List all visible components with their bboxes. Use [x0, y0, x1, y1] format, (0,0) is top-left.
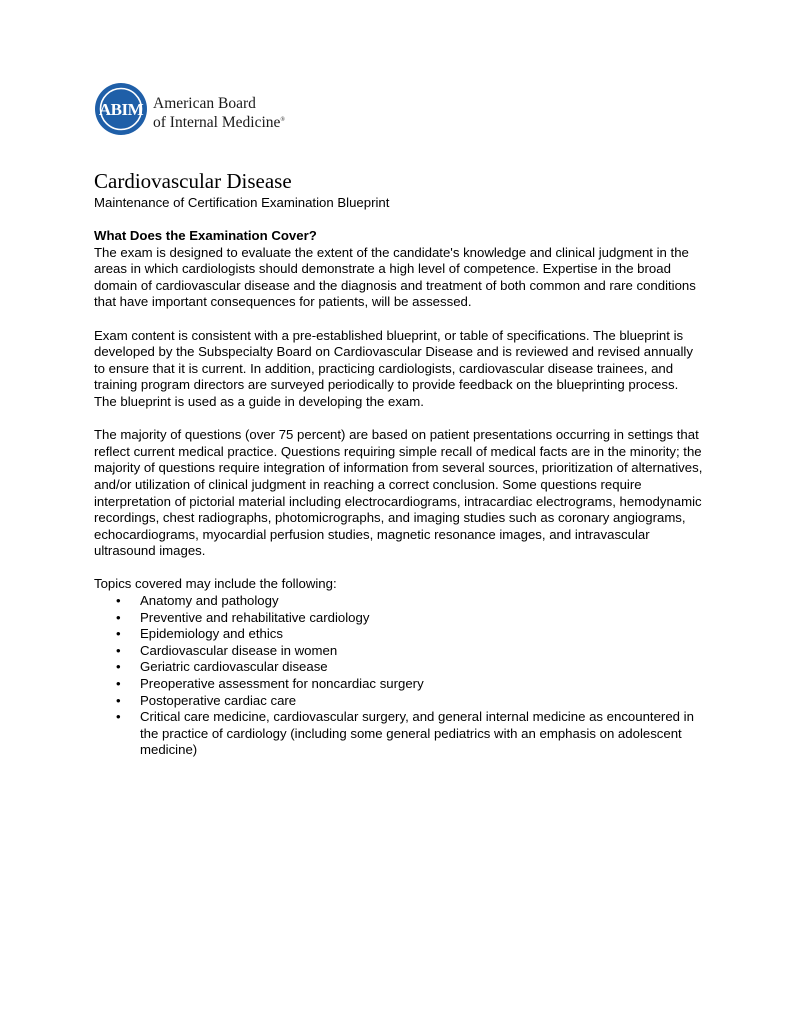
list-item: • Postoperative cardiac care: [94, 693, 704, 710]
logo-line-2-text: of Internal Medicine: [153, 114, 281, 131]
abim-logo: [94, 82, 304, 140]
topics-intro: Topics covered may include the following:: [94, 576, 337, 592]
topics-list: [94, 593, 704, 759]
list-item: • Cardiovascular disease in women: [94, 643, 704, 660]
logo-line-2: [153, 112, 285, 131]
list-item: • Preventive and rehabilitative cardiology: [94, 610, 704, 627]
document-body: [94, 228, 704, 759]
list-item: • Preoperative assessment for noncardiac surgery: [94, 676, 704, 693]
paragraph-question-types: The majority of questions (over 75 percent) are based on patient presentations occurring in settings that reflect current medical practice. Questions requiring simple recall of medical facts are in the minority; the majority of questions require integration of information from several sources, prioritization of alternatives, and/or utilization of clinical judgment in reaching a correct conclusion. Some questions require interpretation of pictorial material including electrocardiograms, intracardiac electrograms, hemodynamic recordings, chest radiographs, photomicrographs, and imaging studies such as coronary angiograms, echocardiograms, myocardial perfusion studies, magnetic resonance images, and intravascular ultrasound images.: [94, 427, 703, 559]
abim-seal-icon: [94, 82, 148, 136]
paragraph-blueprint: Exam content is consistent with a pre-established blueprint, or table of specifications. The blueprint is developed by the Subspecialty Board on Cardiovascular Disease and is reviewed and revised annually to ensure that it is current. In addition, practicing cardiologists, cardiovascular disease trainees, and training program directors are surveyed periodically to provide feedback on the blueprinting process. The blueprint is used as a guide in developing the exam.: [94, 327, 693, 409]
logo-wordmark: [153, 95, 285, 131]
document-title: Cardiovascular Disease: [94, 169, 292, 193]
svg-text:ABIM: ABIM: [98, 100, 144, 119]
document-subtitle: Maintenance of Certification Examination Blueprint: [94, 195, 390, 210]
paragraph-exam-scope: The exam is designed to evaluate the extent of the candidate's knowledge and clinical judgment in the areas in which cardiologists should demonstrate a high level of competence. Expertise in the broad domain of cardiovascular disease and the diagnosis and treatment of both common and rare conditions that have important consequences for patients, will be assessed.: [94, 244, 696, 310]
list-item: • Critical care medicine, cardiovascular surgery, and general internal medicine as encountered in the practice of cardiology (including some general pediatrics with an emphasis on adolescent medicine): [94, 709, 704, 759]
list-item: • Geriatric cardiovascular disease: [94, 659, 704, 676]
list-item: • Epidemiology and ethics: [94, 626, 704, 643]
registered-mark: ®: [280, 117, 285, 123]
list-item: • Anatomy and pathology: [94, 593, 704, 610]
logo-line-1: American Board: [153, 95, 256, 112]
section-heading: What Does the Examination Cover?: [94, 228, 317, 243]
